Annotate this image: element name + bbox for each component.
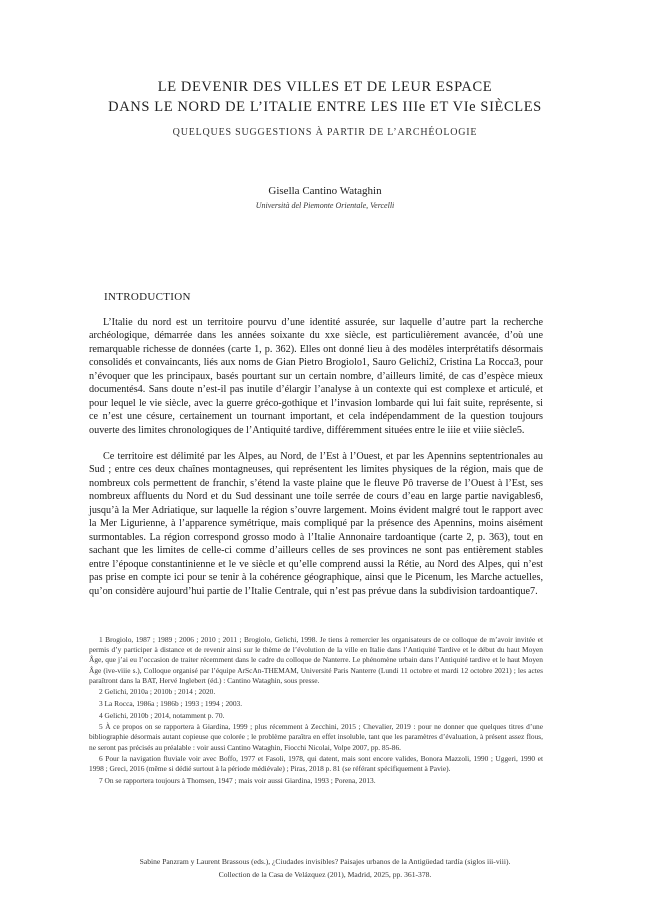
author-affiliation: Università del Piemonte Orientale, Vercelli xyxy=(255,201,395,210)
footnote-7: 7 On se rapportera toujours à Thomsen, 1947 ; mais voir aussi Giardina, 1993 ; Porena, 2013. xyxy=(99,775,376,785)
section-heading: INTRODUCTION xyxy=(104,291,191,303)
footnote-3: 3 La Rocca, 1986a ; 1986b ; 1993 ; 1994 ; 2003. xyxy=(99,699,243,708)
article-title-line-2: DANS LE NORD DE L’ITALIE ENTRE LES IIIe ET VIe SIÈCLES xyxy=(108,99,542,115)
footnote-4: 4 Gelichi, 2010b ; 2014, notamment p. 70. xyxy=(99,710,225,720)
body-paragraph-2: Ce territoire est délimité par les Alpes, au Nord, de l’Est à l’Ouest, et par les Apennins septentrionales au Sud ; entre ces deux chaînes montagneuses, qui représentent les limites physiques de la région, mais que de nombreux cols permettent de franchir, s’étend la vaste plaine que le fleuve Pô traverse de l’Ouest à l’Est, ses nombreux affluents du Nord et du Sud dessinant une toile serrée de cours d’eau en large partie navigables6, jusqu’à la Mer Adriatique, sur laquelle la région s’ouvre largement. Moins évident malgré tout le rapport avec la Mer Ligurienne, à l’apparence symétrique, mais compliqué par la présence des Apennins, moins aisément surmontables. La région correspond grosso modo à l’Italie Annonaire tardoantique (carte 2, p. 363), tout en sachant que les limites de celle-ci comme d’ailleurs celles de ses provinces ne sont pas entièrement stables entre l’époque constantinienne et le ve siècle et qu’elle comprend aussi la Rétie, au Nord des Alpes, qui n’est pas prise en compte ici pour se tenir à la cohérence géographique, ainsi que le Picenum, les Marche actuelles, qu’on considère aujourd’hui partie de l’Italie Centrale, qui n’est pas prévue dans la subdivision tardoantique7. xyxy=(89,451,543,597)
footnote-2: 2 Gelichi, 2010a ; 2010b ; 2014 ; 2020. xyxy=(99,687,216,697)
article-title-line-1: LE DEVENIR DES VILLES ET DE LEUR ESPACE xyxy=(157,79,493,95)
body-paragraph-1: L’Italie du nord est un territoire pourvu d’une identité assurée, sur laquelle d’autre part la recherche archéologique, démarrée dans les années soixante du xxe siècle, est particulièrement avancée, d’où une remarquable richesse de données (carte 1, p. 362). Elles ont donné lieu à des modèles interprétatifs désormais consolidés et convaincants, liés aux noms de Gian Pietro Brogiolo1, Sauro Gelichi2, Cristina La Rocca3, pour n’évoquer que les principaux, basés pourtant sur un certain nombre, d’ailleurs limité, de cas d’espèce mieux documentés4. Sans doute n’est-il pas inutile d’élargir l’analyse à un contexte qui est complexe et articulé, et pour lequel le vie siècle, avec la guerre gréco-gothique et l’invasion lombarde qui lui fait suite, représente, si ce n’est une césure, certainement un tournant important, et cela indépendamment de la question toujours ouverte des limites chronologiques de l’Antiquité tardive, différemment situées entre le iiie et viiie siècle5. xyxy=(89,317,543,436)
footnote-6: 6 Pour la navigation fluviale voir avec Boffo, 1977 et Fasoli, 1978, qui datent, mais sont encore valides, Bonora Mazzoli, 1990 ; Uggeri, 1990 et 1998 ; Greci, 2016 (même si dédié surtout à la période médiévale) ; Piras, 2018 p. 81 (se référant spécifiquement à Pavie). xyxy=(89,754,543,774)
footnote-1: 1 Brogiolo, 1987 ; 1989 ; 2006 ; 2010 ; 2011 ; Brogiolo, Gelichi, 1998. Je tiens à remercier les organisateurs de ce colloque de m’avoir invitée et permis d’y participer à distance et de revenir ainsi sur le thème de l’évolution de la ville en Italie dans l’Antiquité Tardive et le début du haut Moyen Âge, que j’ai eu l’occasion de traiter récemment dans le cadre du colloque de Nanterre. Le phénomène urbain dans l’Antiquité tardive et le haut Moyen Âge (ive-viiie s.), Colloque organisé par l’équipe ArScAn-THEMAM, Université Paris Nanterre (Lundi 11 octobre et mardi 12 octobre 2021) ; les actes paraîtront dans la BAT, Hervé Inglebert (éd.) : Cantino Wataghin, sous presse. xyxy=(89,635,543,685)
publication-reference: Sabine Panzram y Laurent Brassous (eds.), ¿Ciudades invisibles? Paisajes urbanos de la Antigüedad tardía (siglos iii-viii). xyxy=(139,857,511,866)
article-subtitle: QUELQUES SUGGESTIONS À PARTIR DE L’ARCHÉOLOGIE xyxy=(172,127,478,138)
publication-collection: Collection de la Casa de Velázquez (201), Madrid, 2025, pp. 361-378. xyxy=(218,870,432,879)
author-name: Gisella Cantino Wataghin xyxy=(268,185,382,197)
footnote-5: 5 À ce propos on se rapportera à Giardina, 1999 ; plus récemment à Zecchini, 2015 ; Chevalier, 2019 : pour ne donner que quelques titres d’une bibliographie désormais autant copieuse que colorée ; le problème paraîtra en effet insoluble, tant que les paramètres d’évaluation, à présent assez flous, ne seront pas précisés au préalable : voir aussi Cantino Wataghin, Fiocchi Nicolai, Volpe 2007, pp. 85-86. xyxy=(89,722,543,752)
body-text-block-1 xyxy=(89,316,543,437)
body-text-block-2 xyxy=(89,450,543,598)
footnotes xyxy=(89,635,543,788)
